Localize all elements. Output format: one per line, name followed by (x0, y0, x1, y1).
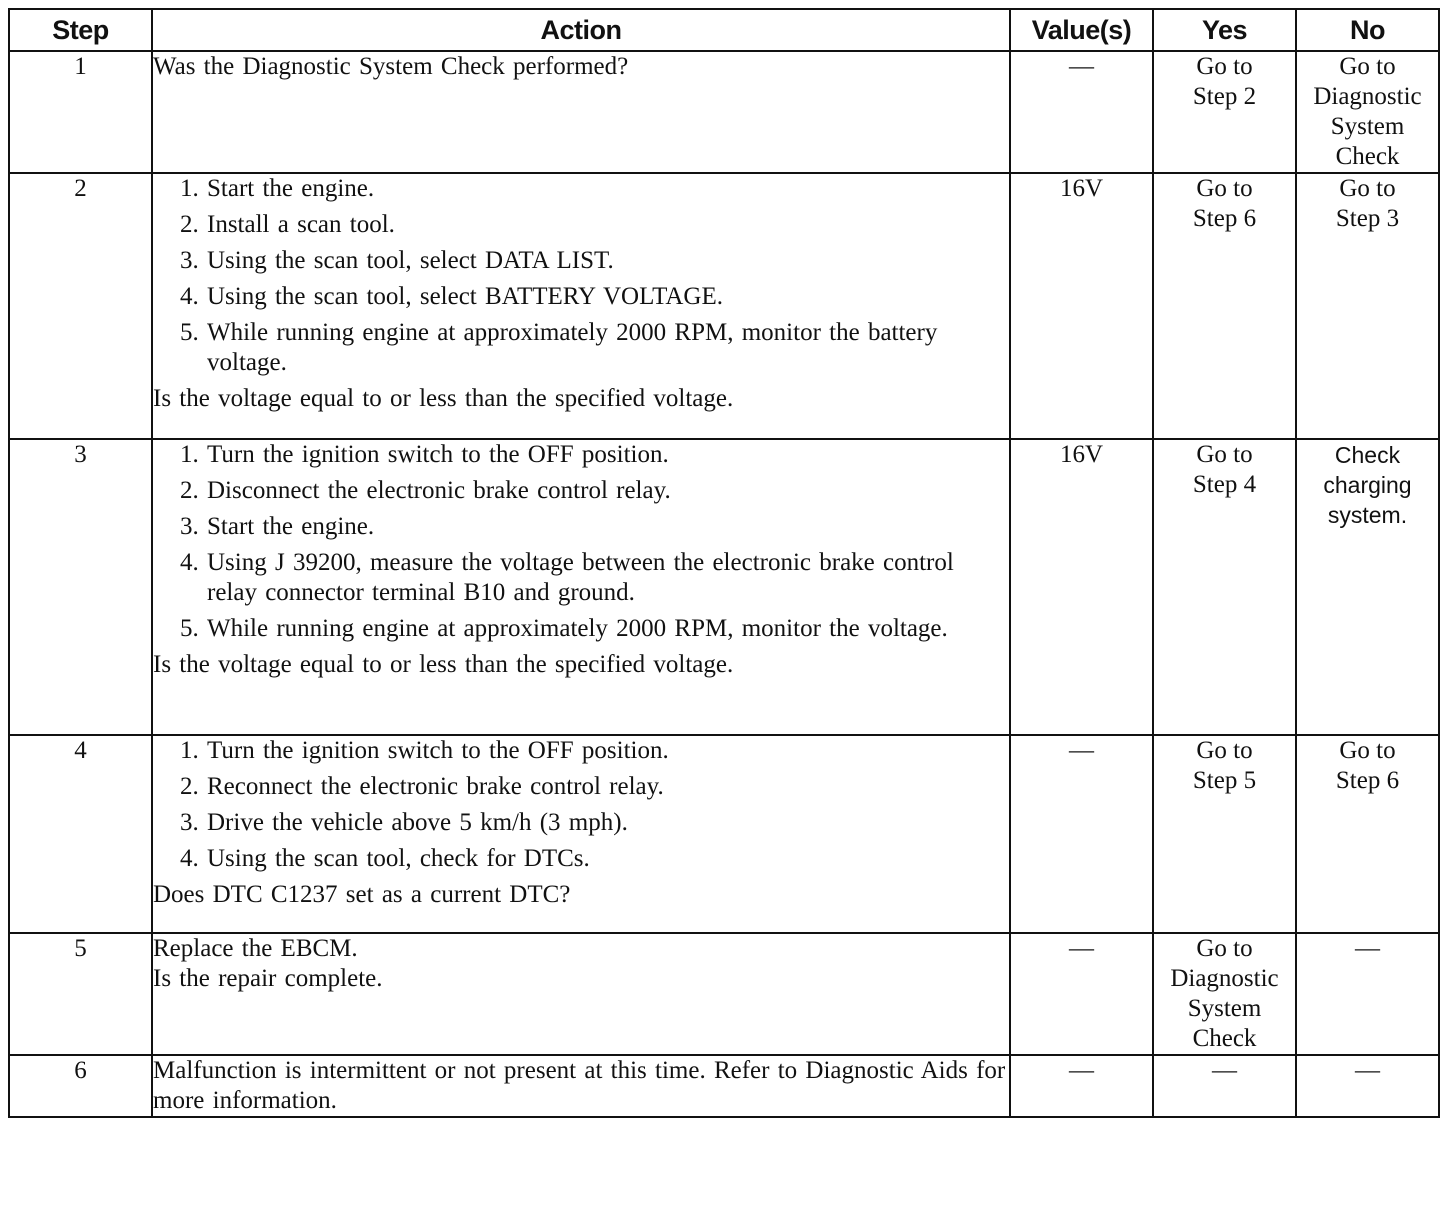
value-cell: — (1010, 1055, 1153, 1117)
step-number: 2 (9, 173, 152, 439)
header-no: No (1296, 9, 1439, 51)
action-cell (152, 173, 1010, 439)
yes-cell: Go to Step 2 (1153, 51, 1296, 173)
table-row (9, 735, 1439, 933)
header-action: Action (152, 9, 1010, 51)
no-cell: Go to Diagnostic System Check (1296, 51, 1439, 173)
diagnostic-table-container (8, 8, 1440, 1118)
substep-item: 2. Install a scan tool. (207, 210, 1009, 240)
action-question: Is the voltage equal to or less than the specified voltage. (153, 385, 734, 412)
substep-item: 3. Start the engine. (207, 512, 1009, 542)
step-number: 1 (9, 51, 152, 173)
substep-list (153, 440, 1009, 644)
substep-list (153, 736, 1009, 874)
table-row (9, 51, 1439, 173)
action-text: Replace the EBCM. (153, 935, 358, 962)
action-cell (152, 51, 1010, 173)
header-row (9, 9, 1439, 51)
substep-item: 3. Using the scan tool, select DATA LIST. (207, 246, 1009, 276)
value-cell: 16V (1010, 439, 1153, 735)
header-yes: Yes (1153, 9, 1296, 51)
action-question: Is the repair complete. (153, 965, 383, 992)
step-number: 6 (9, 1055, 152, 1117)
diagnostic-table (8, 8, 1440, 1118)
value-cell: — (1010, 933, 1153, 1055)
step-number: 4 (9, 735, 152, 933)
yes-cell: Go to Step 6 (1153, 173, 1296, 439)
yes-cell: — (1153, 1055, 1296, 1117)
header-step: Step (9, 9, 152, 51)
action-question: Does DTC C1237 set as a current DTC? (153, 881, 571, 908)
step-number: 5 (9, 933, 152, 1055)
substep-item: 1. Turn the ignition switch to the OFF position. (207, 440, 1009, 470)
no-cell: Go to Step 6 (1296, 735, 1439, 933)
substep-item: 4. Using the scan tool, check for DTCs. (207, 844, 1009, 874)
yes-cell: Go to Step 5 (1153, 735, 1296, 933)
action-question: Is the voltage equal to or less than the specified voltage. (153, 651, 734, 678)
table-row (9, 173, 1439, 439)
table-row (9, 439, 1439, 735)
substep-item: 2. Disconnect the electronic brake control relay. (207, 476, 1009, 506)
action-cell (152, 1055, 1010, 1117)
substep-item: 2. Reconnect the electronic brake control relay. (207, 772, 1009, 802)
substep-item: 5. While running engine at approximately 2000 RPM, monitor the voltage. (207, 614, 1009, 644)
action-text: Was the Diagnostic System Check performed? (153, 53, 629, 80)
action-cell (152, 933, 1010, 1055)
action-cell (152, 735, 1010, 933)
table-row (9, 1055, 1439, 1117)
table-row (9, 933, 1439, 1055)
value-cell: — (1010, 735, 1153, 933)
action-text: Malfunction is intermittent or not present at this time. Refer to Diagnostic Aids for more information. (153, 1057, 1006, 1114)
action-cell (152, 439, 1010, 735)
no-cell: Go to Step 3 (1296, 173, 1439, 439)
no-cell: Check charging system. (1296, 439, 1439, 735)
value-cell: — (1010, 51, 1153, 173)
yes-cell: Go to Step 4 (1153, 439, 1296, 735)
yes-cell: Go to Diagnostic System Check (1153, 933, 1296, 1055)
substep-item: 4. Using J 39200, measure the voltage between the electronic brake control relay connector terminal B10 and ground. (207, 548, 1009, 608)
substep-item: 3. Drive the vehicle above 5 km/h (3 mph). (207, 808, 1009, 838)
no-cell: — (1296, 933, 1439, 1055)
no-cell: — (1296, 1055, 1439, 1117)
header-values: Value(s) (1010, 9, 1153, 51)
substep-item: 4. Using the scan tool, select BATTERY VOLTAGE. (207, 282, 1009, 312)
substep-item: 5. While running engine at approximately 2000 RPM, monitor the battery voltage. (207, 318, 1009, 378)
substep-item: 1. Turn the ignition switch to the OFF position. (207, 736, 1009, 766)
step-number: 3 (9, 439, 152, 735)
value-cell: 16V (1010, 173, 1153, 439)
substep-item: 1. Start the engine. (207, 174, 1009, 204)
substep-list (153, 174, 1009, 378)
